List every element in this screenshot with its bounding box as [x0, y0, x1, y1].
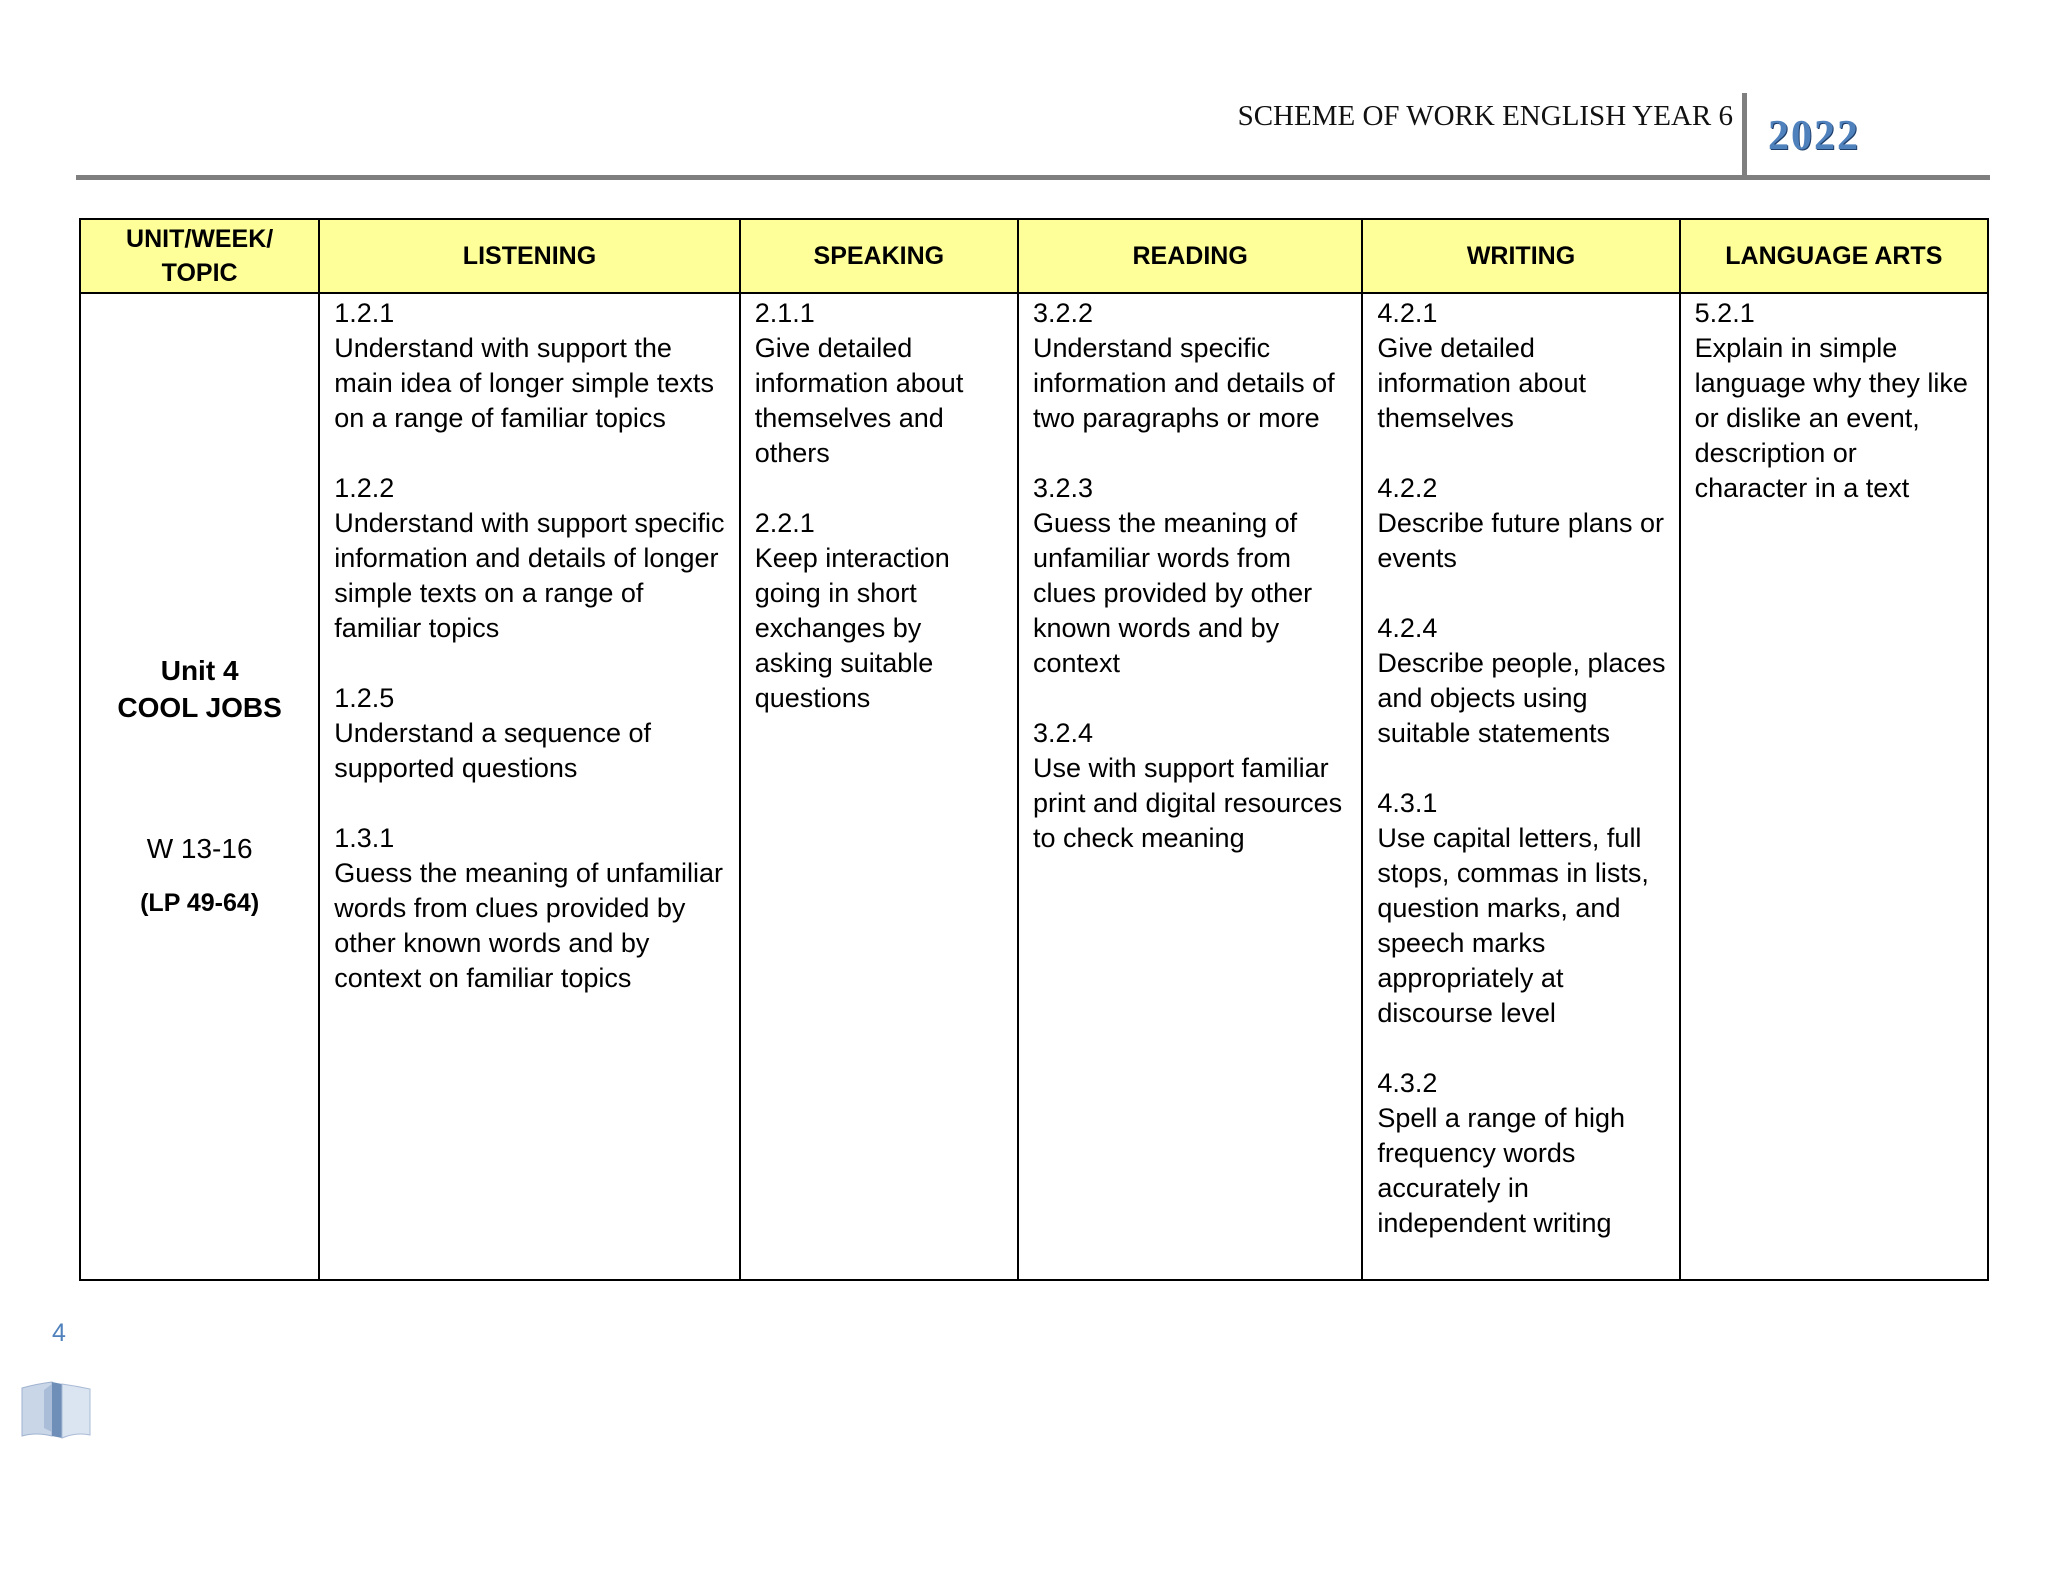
- learning-standard: [1033, 296, 1349, 436]
- document-title: SCHEME OF WORK ENGLISH YEAR 6: [1237, 100, 1733, 132]
- standard-code: 2.2.1: [754, 508, 815, 538]
- standard-code: 1.3.1: [334, 823, 395, 853]
- reading-cell: [1018, 293, 1362, 1280]
- learning-standard: [334, 821, 726, 996]
- standard-code: 4.2.1: [1377, 298, 1438, 328]
- document-year: 2022: [1768, 113, 1860, 159]
- learning-standard: [1377, 611, 1666, 751]
- column-header-writing: WRITING: [1362, 219, 1679, 293]
- writing-cell: [1362, 293, 1679, 1280]
- standard-description: Give detailed information about themselves: [1377, 333, 1586, 433]
- table-row: [80, 293, 1988, 1280]
- standard-description: Guess the meaning of unfamiliar words from clues provided by other known words and by context on familiar topics: [334, 858, 723, 993]
- column-header-listening: LISTENING: [319, 219, 739, 293]
- standard-code: 5.2.1: [1694, 298, 1755, 328]
- standard-description: Use with support familiar print and digital resources to check meaning: [1032, 753, 1343, 853]
- speaking-cell: [740, 293, 1018, 1280]
- learning-standard: [755, 506, 1005, 716]
- learning-standard: [334, 681, 726, 786]
- standard-code: 3.2.2: [1032, 298, 1094, 328]
- learning-standard: [334, 471, 726, 646]
- header-separator: [1742, 93, 1747, 177]
- learning-standard: [1695, 296, 1975, 506]
- page-number: 4: [52, 1319, 66, 1347]
- learning-standard: [1377, 1066, 1666, 1241]
- standard-description: Understand with support specific information and details of longer simple texts on a range of familiar topics: [334, 508, 725, 643]
- standard-code: 3.2.3: [1032, 473, 1094, 503]
- unit-lesson-plans: (LP 49-64): [140, 889, 260, 917]
- standard-code: 1.2.5: [334, 683, 395, 713]
- standard-description: Describe people, places and objects using suitable statements: [1377, 648, 1666, 748]
- column-header-reading: READING: [1018, 219, 1362, 293]
- learning-standard: [1033, 471, 1349, 681]
- unit-weeks: W 13-16: [146, 833, 253, 864]
- unit-cell: [80, 293, 319, 1280]
- standard-code: 2.1.1: [754, 298, 815, 328]
- standard-code: 1.2.1: [334, 298, 395, 328]
- book-icon: [18, 1380, 94, 1440]
- unit-number: Unit 4: [160, 655, 239, 686]
- standard-code: 3.2.4: [1032, 718, 1094, 748]
- table-header-row: [80, 219, 1988, 293]
- column-header-language-arts: LANGUAGE ARTS: [1680, 219, 1988, 293]
- column-header-unit: UNIT/WEEK/ TOPIC: [80, 219, 319, 293]
- column-header-speaking: SPEAKING: [740, 219, 1018, 293]
- listening-cell: [319, 293, 739, 1280]
- header-rule: [76, 175, 1990, 180]
- standard-code: 4.2.4: [1377, 613, 1438, 643]
- unit-topic: COOL JOBS: [117, 692, 282, 723]
- learning-standard: [1377, 786, 1666, 1031]
- standard-description: Understand with support the main idea of longer simple texts on a range of familiar topics: [334, 333, 714, 433]
- standard-description: Guess the meaning of unfamiliar words from clues provided by other known words and by context: [1032, 508, 1313, 678]
- language-arts-cell: [1680, 293, 1988, 1280]
- standard-code: 4.2.2: [1377, 473, 1438, 503]
- standard-code: 4.3.2: [1377, 1068, 1438, 1098]
- standard-description: Understand specific information and details of two paragraphs or more: [1032, 333, 1335, 433]
- standard-code: 4.3.1: [1377, 788, 1438, 818]
- learning-standard: [1033, 716, 1349, 856]
- standard-description: Explain in simple language why they like or dislike an event, description or character in a text: [1694, 333, 1968, 503]
- standard-description: Spell a range of high frequency words accurately in independent writing: [1377, 1103, 1626, 1238]
- learning-standard: [755, 296, 1005, 471]
- scheme-of-work-table: [79, 218, 1989, 1281]
- standard-description: Describe future plans or events: [1377, 508, 1664, 573]
- learning-standard: [1377, 471, 1666, 576]
- standard-description: Keep interaction going in short exchanges by asking suitable questions: [754, 543, 950, 713]
- standard-description: Understand a sequence of supported questions: [334, 718, 651, 783]
- standard-description: Give detailed information about themselves and others: [754, 333, 964, 468]
- learning-standard: [334, 296, 726, 436]
- standard-code: 1.2.2: [334, 473, 395, 503]
- learning-standard: [1377, 296, 1666, 436]
- standard-description: Use capital letters, full stops, commas in lists, question marks, and speech marks appropriately at discourse level: [1377, 823, 1649, 1028]
